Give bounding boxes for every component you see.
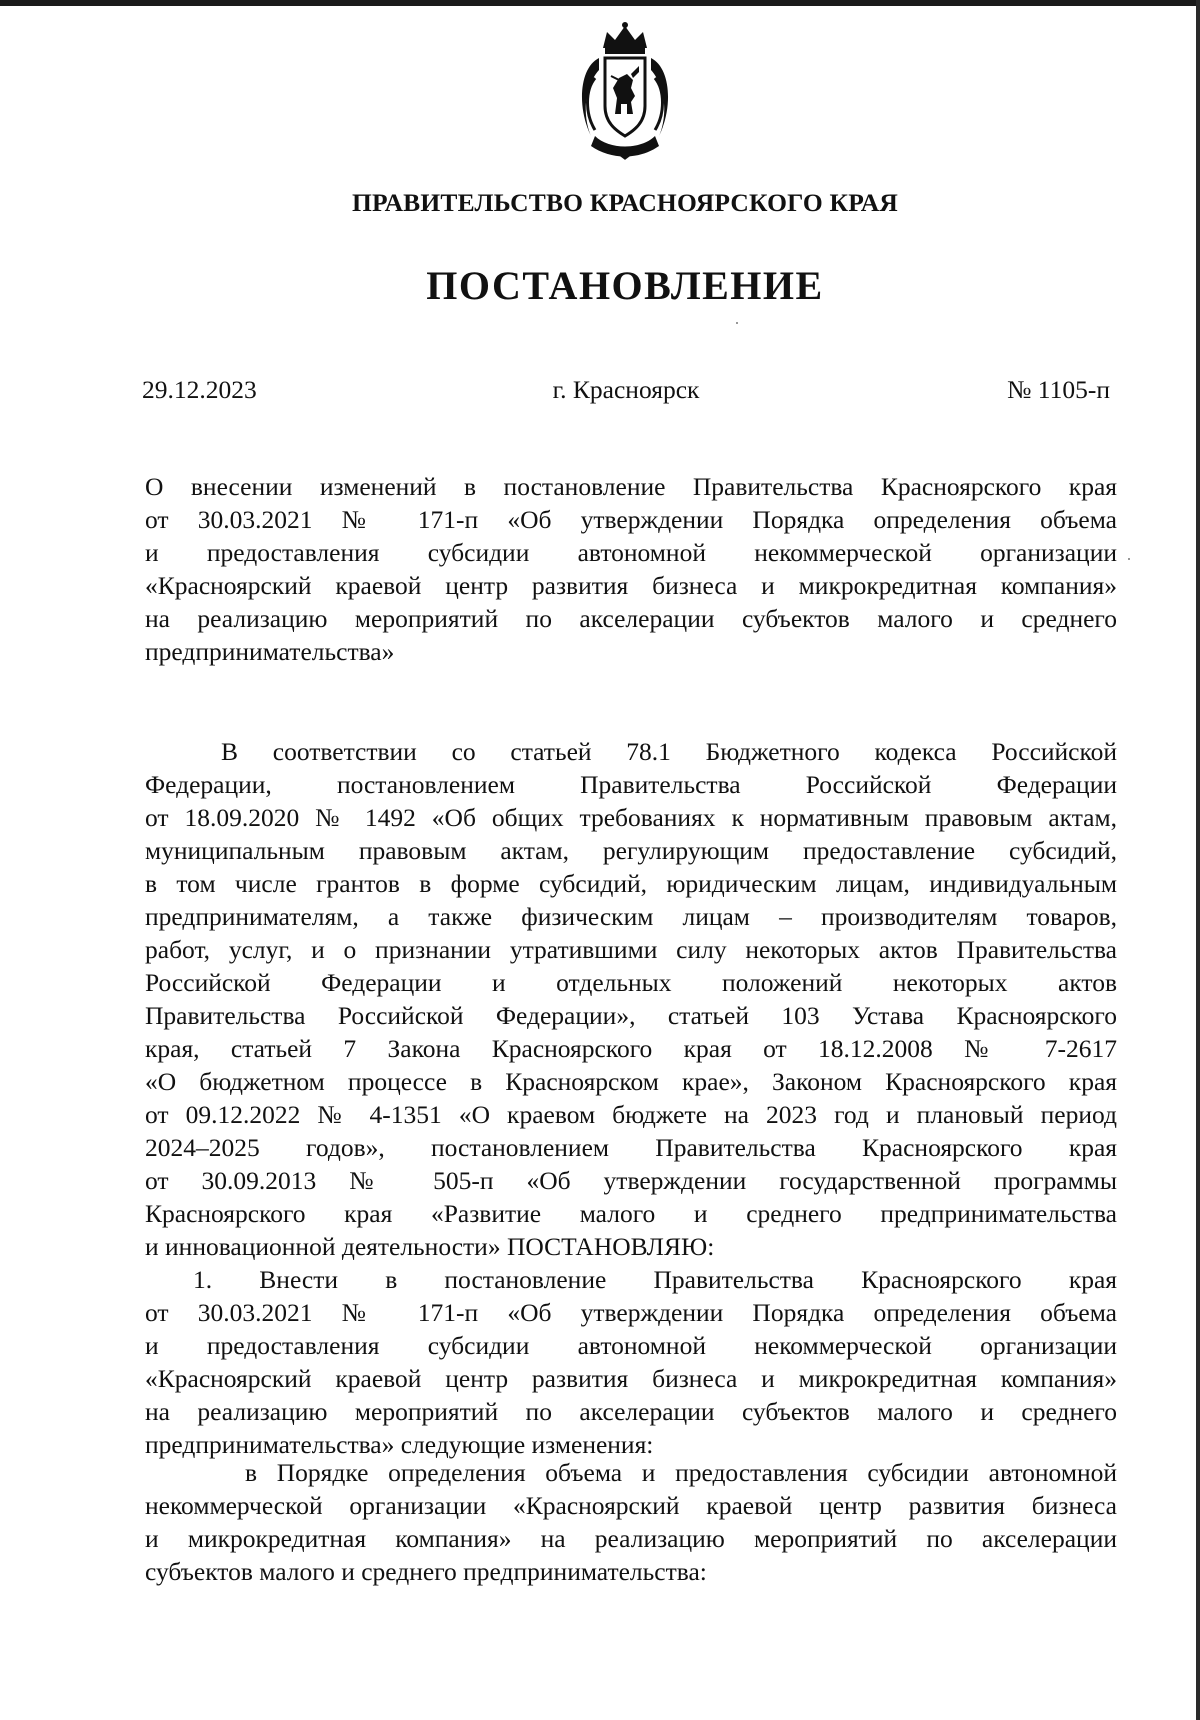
preamble-line: и инновационной деятельности» ПОСТАНОВЛЯЮ: — [145, 1232, 715, 1261]
subject-line: и предоставления субсидии автономной некоммерческой организации — [145, 538, 1117, 567]
document-meta-row — [142, 375, 1110, 407]
preamble-line: предпринимателям, а также физическим лицам – производителям товаров, — [145, 902, 1117, 931]
subject-line: на реализацию мероприятий по акселерации субъектов малого и среднего — [145, 604, 1117, 633]
sub-paragraph-line: в Порядке определения объема и предоставления субсидии автономной — [245, 1458, 1117, 1487]
preamble-line: Красноярского края «Развитие малого и среднего предпринимательства — [145, 1199, 1117, 1228]
sub-paragraph-line: и микрокредитная компания» на реализацию мероприятий по акселерации — [145, 1524, 1117, 1553]
scan-border-top — [0, 0, 1200, 6]
preamble-line: муниципальным правовым актам, регулирующим предоставление субсидий, — [145, 836, 1117, 865]
scan-speck — [736, 322, 738, 324]
resolution-subject — [145, 470, 1117, 668]
document-city: г. Красноярск — [552, 375, 700, 404]
preamble-line: Правительства Российской Федерации», статьей 103 Устава Красноярского — [145, 1001, 1117, 1030]
scan-speck — [1128, 558, 1130, 560]
subject-line: от 30.03.2021 № 171-п «Об утверждении Порядка определения объема — [145, 505, 1117, 534]
preamble-paragraph — [145, 735, 1117, 1263]
krasnoyarsk-coat-of-arms-icon — [569, 18, 681, 164]
document-type-heading: ПОСТАНОВЛЕНИЕ — [426, 263, 824, 308]
scan-border-right — [1196, 0, 1200, 1720]
point-1-line: предпринимательства» следующие изменения: — [145, 1430, 654, 1459]
preamble-line: Российской Федерации и отдельных положений некоторых актов — [145, 968, 1117, 997]
point-1-line: от 30.03.2021 № 171-п «Об утверждении Порядка определения объема — [145, 1298, 1117, 1327]
preamble-line: от 09.12.2022 № 4-1351 «О краевом бюджете на 2023 год и плановый период — [145, 1100, 1117, 1129]
point-1-line: и предоставления субсидии автономной некоммерческой организации — [145, 1331, 1117, 1360]
subject-line: предпринимательства» — [145, 637, 395, 666]
preamble-line: 2024–2025 годов», постановлением Правительства Красноярского края — [145, 1133, 1117, 1162]
preamble-line: В соответствии со статьей 78.1 Бюджетного кодекса Российской — [221, 737, 1117, 766]
subject-line: О внесении изменений в постановление Правительства Красноярского края — [145, 472, 1117, 501]
point-1-line: на реализацию мероприятий по акселерации субъектов малого и среднего — [145, 1397, 1117, 1426]
government-title: ПРАВИТЕЛЬСТВО КРАСНОЯРСКОГО КРАЯ — [352, 188, 898, 217]
preamble-line: Федерации, постановлением Правительства Российской Федерации — [145, 770, 1117, 799]
preamble-line: от 30.09.2013 № 505-п «Об утверждении государственной программы — [145, 1166, 1117, 1195]
sub-paragraph-line: субъектов малого и среднего предпринимательства: — [145, 1557, 707, 1586]
point-1-line: «Красноярский краевой центр развития бизнеса и микрокредитная компания» — [145, 1364, 1117, 1393]
point-1-paragraph — [145, 1263, 1117, 1461]
preamble-line: «О бюджетном процессе в Красноярском крае», Законом Красноярского края — [145, 1067, 1117, 1096]
preamble-line: работ, услуг, и о признании утратившими силу некоторых актов Правительства — [145, 935, 1117, 964]
preamble-line: края, статьей 7 Закона Красноярского края от 18.12.2008 № 7-2617 — [145, 1034, 1117, 1063]
point-1-sub-paragraph — [145, 1456, 1117, 1588]
sub-paragraph-line: некоммерческой организации «Красноярский краевой центр развития бизнеса — [145, 1491, 1117, 1520]
document-date: 29.12.2023 — [142, 375, 257, 404]
preamble-line: от 18.09.2020 № 1492 «Об общих требованиях к нормативным правовым актам, — [145, 803, 1117, 832]
subject-line: «Красноярский краевой центр развития бизнеса и микрокредитная компания» — [145, 571, 1117, 600]
preamble-line: в том числе грантов в форме субсидий, юридическим лицам, индивидуальным — [145, 869, 1117, 898]
point-1-line: 1. Внести в постановление Правительства Красноярского края — [193, 1265, 1117, 1294]
document-number: № 1105-п — [1007, 375, 1110, 404]
